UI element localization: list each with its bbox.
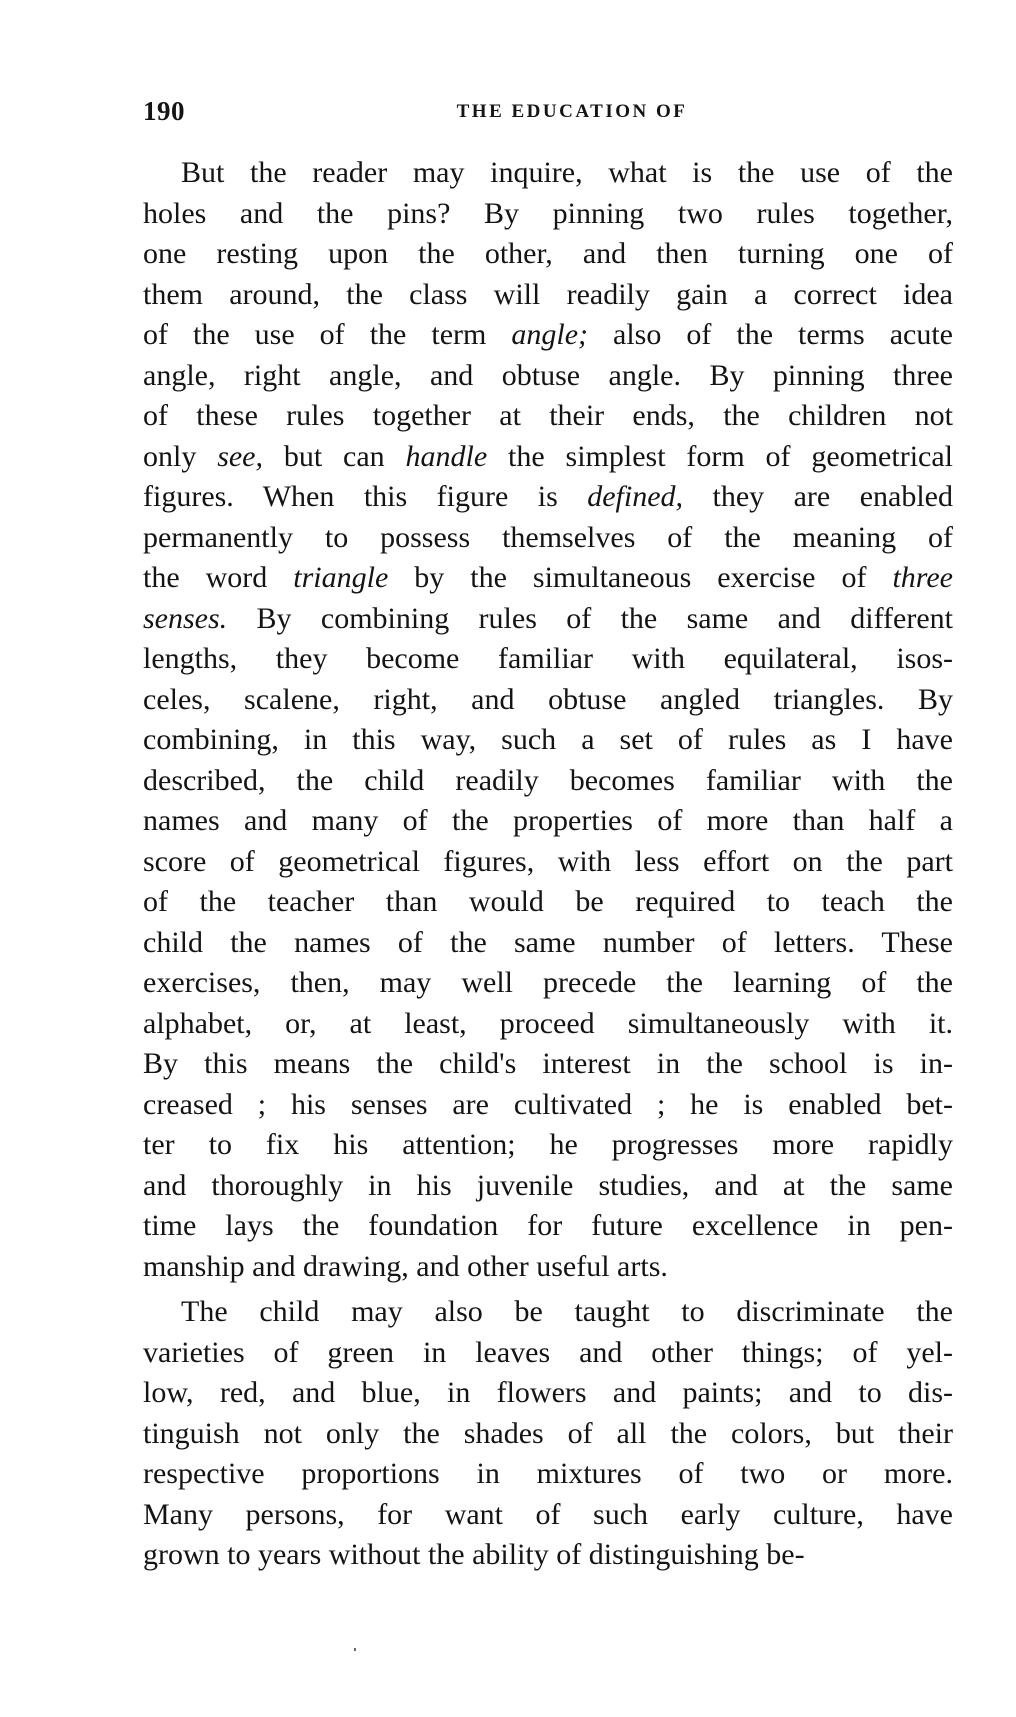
text-line: of the teacher than would be required to teach the <box>143 885 953 918</box>
italic-text: three <box>892 561 953 594</box>
italic-text: see, <box>217 439 263 473</box>
running-title: THE EDUCATION OF <box>456 101 688 122</box>
text-line: By this means the child's interest in the school is in- <box>143 1047 953 1080</box>
text-line: of the use of the term angle; also of the terms acute <box>143 318 953 351</box>
paragraph <box>143 1292 953 1576</box>
text-line: angle, right angle, and obtuse angle. By pinning three <box>143 358 953 392</box>
text-line: only see, but can handle the simplest form of geometrical <box>143 439 953 473</box>
page-number: 190 <box>143 96 185 126</box>
italic-text: angle; <box>511 318 588 351</box>
text-line: ter to fix his attention; he progresses more rapidly <box>143 1128 953 1161</box>
text-line: creased ; his senses are cultivated ; he is enabled bet- <box>143 1087 953 1121</box>
text-line: grown to years without the ability of distinguishing be- <box>143 1538 805 1571</box>
text-line: child the names of the same number of letters. These <box>143 925 953 959</box>
text-line: Many persons, for want of such early culture, have <box>143 1497 953 1531</box>
text-line: combining, in this way, such a set of rules as I have <box>143 723 953 756</box>
text-line: one resting upon the other, and then turning one of <box>143 237 953 270</box>
text-line: manship and drawing, and other useful arts. <box>143 1249 668 1283</box>
text-line: respective proportions in mixtures of two or more. <box>143 1457 953 1490</box>
print-speck <box>354 1648 356 1651</box>
paragraph <box>143 153 953 1287</box>
text-line: low, red, and blue, in flowers and paints; and to dis- <box>143 1376 953 1409</box>
text-line: and thoroughly in his juvenile studies, and at the same <box>143 1168 953 1202</box>
italic-text: handle <box>405 439 488 473</box>
running-head <box>143 96 953 136</box>
text-line: permanently to possess themselves of the meaning of <box>143 520 953 554</box>
text-line: tinguish not only the shades of all the colors, but their <box>143 1416 953 1450</box>
italic-text: triangle <box>293 561 389 594</box>
italic-text: senses. <box>143 601 228 635</box>
text-line: score of geometrical figures, with less effort on the part <box>143 844 953 878</box>
text-line: senses. By combining rules of the same and different <box>143 601 953 635</box>
text-line: described, the child readily becomes familiar with the <box>143 763 953 797</box>
text-line: celes, scalene, right, and obtuse angled triangles. By <box>143 682 953 716</box>
text-line: names and many of the properties of more than half a <box>143 804 953 837</box>
text-line: The child may also be taught to discriminate the <box>181 1295 953 1328</box>
text-line: figures. When this figure is defined, they are enabled <box>143 480 953 513</box>
text-line: them around, the class will readily gain a correct idea <box>143 277 953 311</box>
text-line: varieties of green in leaves and other things; of yel- <box>143 1335 953 1369</box>
text-line: exercises, then, may well precede the learning of the <box>143 966 953 999</box>
text-line: But the reader may inquire, what is the use of the <box>181 156 953 189</box>
text-line: time lays the foundation for future excellence in pen- <box>143 1209 953 1242</box>
italic-text: defined, <box>587 480 684 513</box>
text-line: alphabet, or, at least, proceed simultaneously with it. <box>143 1006 953 1040</box>
text-line: lengths, they become familiar with equilateral, isos- <box>143 642 953 675</box>
text-line: holes and the pins? By pinning two rules together, <box>143 196 953 230</box>
text-line: of these rules together at their ends, the children not <box>143 399 953 432</box>
text-line: the word triangle by the simultaneous exercise of three <box>143 561 953 594</box>
body-text <box>143 153 953 1576</box>
